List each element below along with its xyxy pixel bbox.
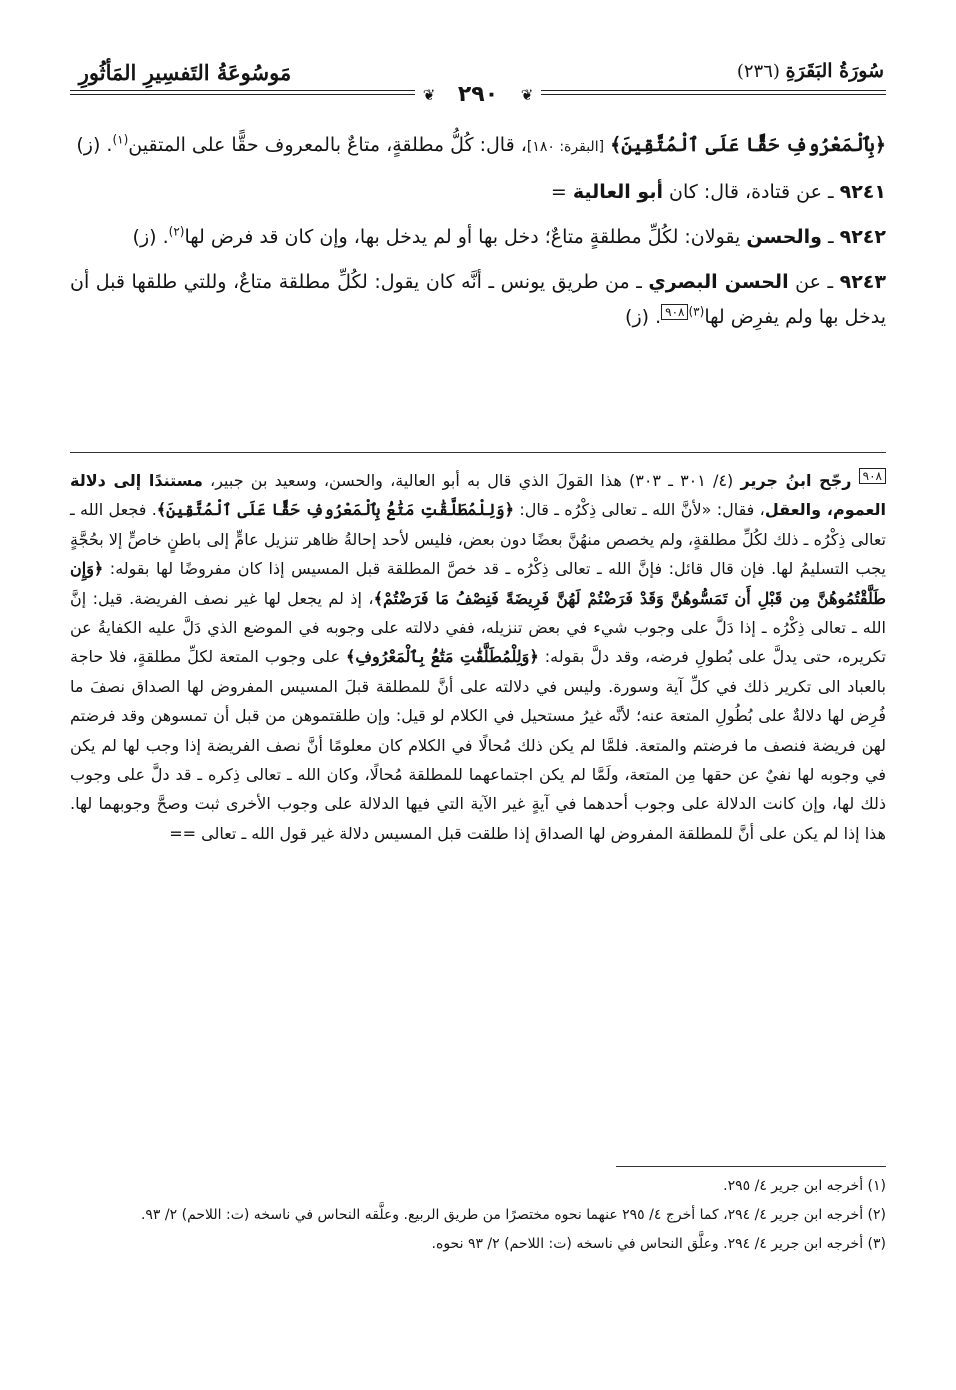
hadith-9243 — [70, 265, 886, 335]
verse-number: (٢٣٦) — [736, 61, 780, 82]
surah-header — [674, 60, 884, 90]
page-number: ٢٩٠ — [457, 82, 499, 107]
quran-quote: ﴿بِٱلْمَعْرُوفِ حَقًّا عَلَى ٱلْمُتَّقِينَ﴾ — [610, 134, 886, 156]
hadith-number: ٩٢٤٢ — [839, 226, 886, 248]
paragraph-text: ، قال: كُلُّ مطلقةٍ، متاعٌ بالمعروف حقًّا على المتقين — [128, 134, 527, 156]
commentary-box-number: ٩٠٨ — [859, 468, 886, 484]
hadith-9241 — [70, 175, 886, 210]
main-text — [70, 128, 886, 345]
quran-quote: ﴿وَإِن طَلَّقْتُمُوهُنَّ مِن قَبْلِ أَن تَمَسُّوهُنَّ وَقَدْ فَرَضْتُمْ لَهُنَّ فَرِيضَةً فَنِصْفُ مَا فَرَضْتُمْ﴾ — [70, 559, 887, 608]
verse-reference: [البقرة: ١٨٠] — [526, 139, 605, 155]
paragraph-text: ـ عن قتادة، قال: كان — [662, 181, 840, 203]
commentary-lead: رجّح ابنُ جرير — [740, 471, 852, 490]
header-rule-left — [70, 90, 415, 98]
commentary-emphasis: مستندًا إلى دلالة العموم، والعقل — [70, 471, 886, 520]
quran-quote: ﴿وَلِلْمُطَلَّقَٰتِ مَتَٰعُۢ بِٱلْمَعْرُوفِ﴾ — [346, 647, 539, 667]
footnote-marker[interactable]: (٣) — [688, 304, 705, 319]
series-title: مَوسُوعَةُ التَفسِيرِ المَأثُورِ — [78, 60, 292, 85]
footnote-3: (٣) أخرجه ابن جرير ٤/ ٢٩٤. وعلَّق النحاس في ناسخه (ت: اللاحم) ٢/ ٩٣ نحوه. — [431, 1236, 886, 1252]
ornament-icon: ❦ — [520, 86, 534, 104]
paragraph-text: . (ز) — [132, 226, 169, 248]
narrator-name: والحسن — [746, 226, 822, 248]
paragraph-text: ـ — [821, 226, 840, 248]
intro-paragraph — [70, 128, 886, 165]
paragraph-text: . (ز) — [76, 134, 113, 156]
paragraph-text: = — [550, 181, 573, 203]
footnote-marker[interactable]: (١) — [112, 132, 129, 147]
ornament-icon: ❦ — [422, 86, 436, 104]
hadith-number: ٩٢٤١ — [839, 181, 886, 203]
paragraph-text: ـ عن — [788, 271, 840, 293]
narrator-name: الحسن البصري — [648, 271, 789, 293]
commentary-text: . فجعل الله ـ تعالى ذِكْرُه ـ ذلك لكُلِّ مطلقةٍ، ولم يخصص منهُنَّ بعضًا دون بعض، فليس لأحد إحالةُ ظاهر تنزيل عامٍّ إلى باطنٍ خاصٍّ إلا بحُجَّةٍ يجب التسليمُ لها. فإن قال قائل: فإنَّ الله ـ تعالى ذِكْرُه ـ قد خصَّ المطلقة قبل المسيس إذا كان مفروضًا لها بقوله: — [70, 500, 886, 579]
paragraph-text: . (ز) — [625, 306, 662, 328]
commentary-separator — [70, 452, 886, 453]
quran-quote: ﴿وَلِلْمُطَلَّقَٰتِ مَتَٰعُۢ بِٱلْمَعْرُوفِ حَقًّا عَلَى ٱلْمُتَّقِينَ﴾ — [156, 500, 515, 520]
paragraph-text: ـ من طريق يونس ـ أنَّه كان يقول: لكُلِّ مطلقة متاعٌ، وللتي طلقها قبل أن يدخل بها ولم يفرِض لها — [70, 271, 886, 328]
footnote-separator — [616, 1166, 886, 1167]
commentary-text: على وجوب المتعة لكلِّ مطلقةٍ، فلا حاجة بالعباد الى تكرير ذلك في كلِّ آية وسورة. وليس في دلالته على أنَّ للمطلقة قبلَ المسيس المفروض لها الصداق نصفَ ما فُرِض لها دلالةٌ على بُطُولِ المتعة عنه؛ لأنَّه غيرُ مستحيل في الكلام لو قيل: وإن طلقتموهن من قبل أن تمسوهن وقد فرضتم لهن فريضة فنصف ما فرضتم والمتعة. فلمَّا لم يكن ذلك مُحالًا في الكلام كان معلومًا أنَّ نصف الفريضة إذا وجب لها لم يكن في وجوبه لها نفيٌ عن حقها مِن المتعة، ولَمَّا لم يكن اجتماعهما للمطلقة مُحالًا، وكان الله ـ تعالى ذِكره ـ قد دلَّ على وجوب ذلك لها، وإن كانت الدلالة على وجوب أحدهما في آيةٍ غير الآية التي فيها الدلالة على وجوب الأخرى ثبت وصحَّ وجوبهما لها. هذا إذا لم يكن على أنَّ للمطلقة المفروض لها الصداق إذا طلقت قبل المسيس دلالة غير قول الله ـ تعالى == — [70, 647, 886, 843]
hadith-9242 — [70, 220, 886, 255]
commentary-box-marker[interactable]: ٩٠٨ — [661, 304, 688, 320]
hadith-number: ٩٢٤٣ — [839, 271, 886, 293]
header-rule-right — [541, 90, 886, 98]
commentary-text: ، فقال: «لأنَّ الله ـ تعالى ذِكْرُه ـ قال: — [514, 500, 765, 520]
footnote-2: (٢) أخرجه ابن جرير ٤/ ٢٩٤، كما أخرج ٤/ ٢٩٥ عنهما نحوه مختصرًا من طريق الربيع. وعلَّقه النحاس في ناسخه (ت: اللاحم) ٢/ ٩٣. — [140, 1207, 886, 1223]
commentary-block — [70, 466, 886, 848]
narrator-name: أبو العالية — [572, 181, 663, 203]
paragraph-text: يقولان: لكُلِّ مطلقةٍ متاعٌ؛ دخل بها أو لم يدخل بها، وإن كان قد فرض لها — [184, 226, 747, 248]
footnote-1: (١) أخرجه ابن جرير ٤/ ٢٩٥. — [723, 1178, 886, 1194]
commentary-paragraph — [70, 466, 886, 848]
footnote-marker[interactable]: (٢) — [168, 224, 185, 239]
commentary-text: ، إذ لم يجعل لها غير نصف الفريضة. قيل: إنَّ الله ـ تعالى ذِكْرُه ـ إذا دَلَّ على وجوب شيء في بعض تنزيله، ففي دلالته على وجوبه في الموضع الذي دَلَّ عليه الكفايةُ عن تكريره، حتى يدلَّ على بُطولِ فرضه، وقد دلَّ بقوله: — [70, 588, 886, 667]
footnotes — [70, 1172, 886, 1259]
surah-label: سُورَةُ البَقَرَةِ — [785, 60, 884, 82]
commentary-text: (٤/ ٣٠١ ـ ٣٠٣) هذا القولَ الذي قال به أبو العالية، والحسن، وسعيد بن جبير، — [202, 471, 741, 490]
